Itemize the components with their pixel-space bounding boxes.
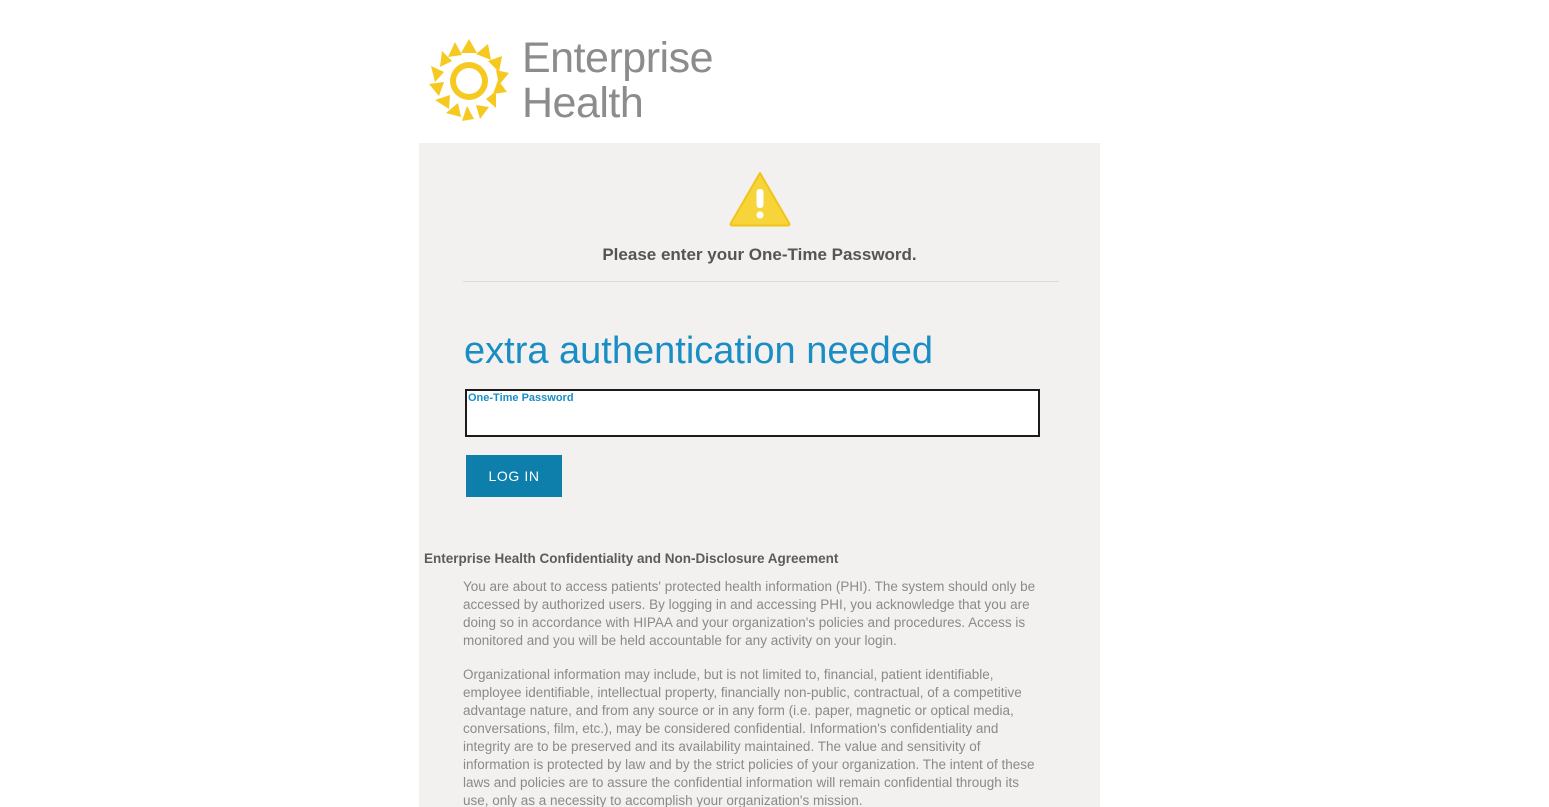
section-divider bbox=[463, 281, 1059, 282]
nda-title: Enterprise Health Confidentiality and Non-Disclosure Agreement bbox=[424, 551, 839, 566]
warning-triangle-icon bbox=[729, 171, 791, 227]
nda-paragraph-2: Organizational information may include, but is not limited to, financial, patient identifiable, employee identifiable, intellectual property, financially non-public, contractual, of a competitive advantage nature, and from any source or in any form (i.e. paper, magnetic or optical media, conversations, film, etc.), may be considered confidential. Information's confidentiality and integrity are to be preserved and its availability maintained. The value and sensitivity of information is protected by law and by the strict policies of your organization. The intent of these laws and policies are to assure the confidential information will remain confidential through its use, only as a necessity to accomplish your organization's mission. bbox=[463, 667, 1035, 807]
otp-input[interactable] bbox=[468, 406, 1032, 432]
otp-prompt-text: Please enter your One-Time Password. bbox=[602, 245, 917, 264]
sunburst-logo-icon bbox=[424, 37, 514, 125]
page-title: extra authentication needed bbox=[464, 330, 934, 372]
login-card bbox=[419, 143, 1100, 807]
nda-paragraph-1: You are about to access patients' protected health information (PHI). The system should only be accessed by authorized users. By logging in and accessing PHI, you acknowledge that you are doing so in accordance with HIPAA and your organization's policies and procedures. Access is monitored and you will be held accountable for any activity on your login. bbox=[463, 579, 1036, 648]
brand-name-line2: Health bbox=[522, 79, 644, 127]
otp-field-group bbox=[465, 389, 1040, 437]
brand-name bbox=[522, 36, 713, 126]
brand-name-line1: Enterprise bbox=[522, 34, 713, 82]
brand-logo bbox=[424, 36, 713, 126]
nda-body bbox=[463, 578, 1041, 807]
login-button[interactable]: LOG IN bbox=[466, 455, 562, 497]
otp-field-label: One-Time Password bbox=[468, 392, 574, 404]
